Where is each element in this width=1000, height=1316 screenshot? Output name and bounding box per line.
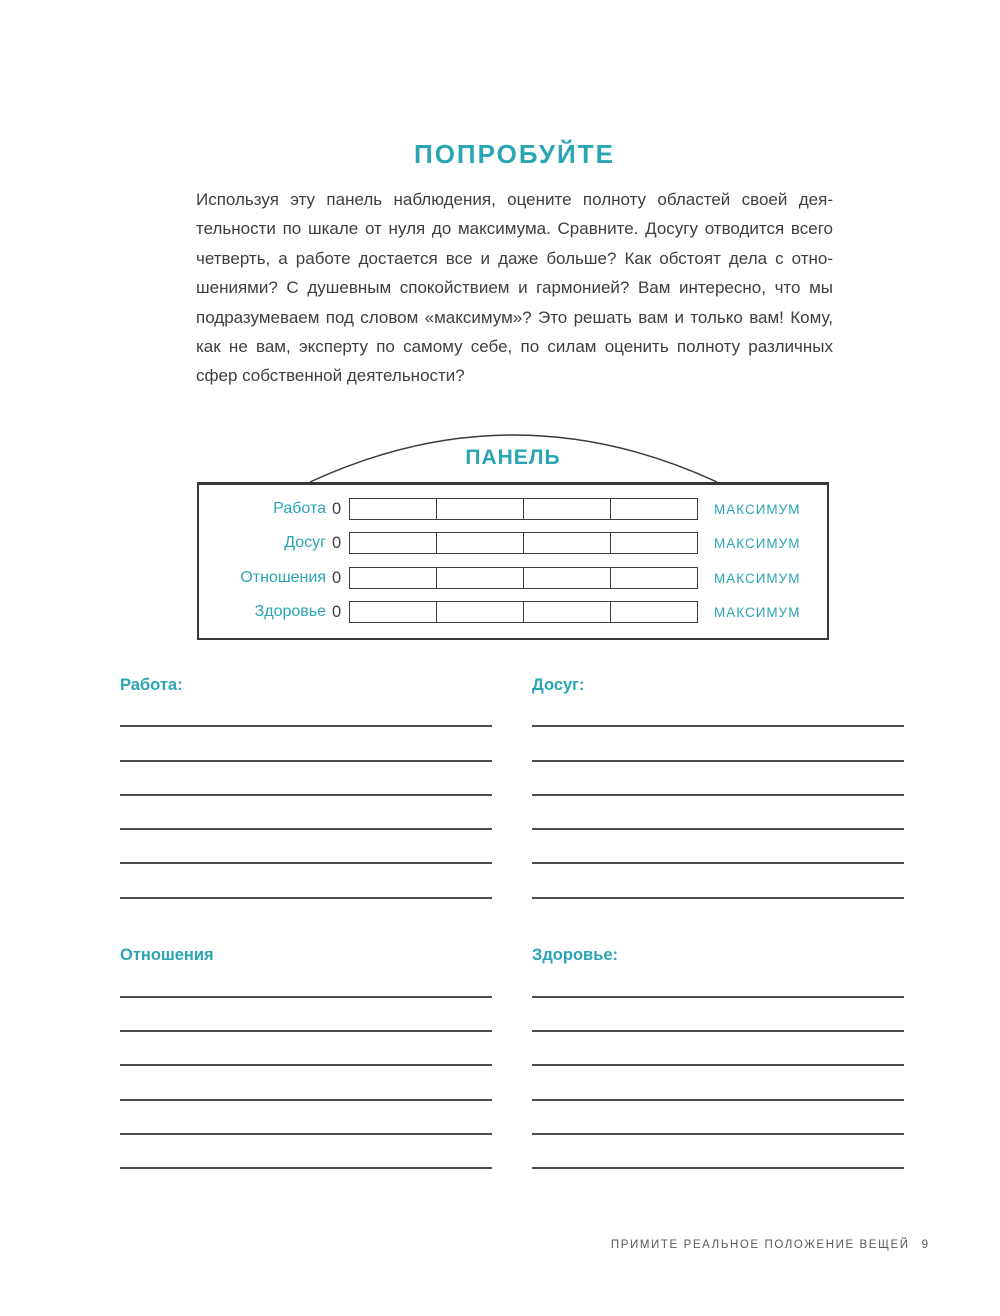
page-title: ПОПРОБУЙТЕ bbox=[414, 139, 615, 169]
panel-row-zero-value: 0 bbox=[332, 499, 342, 518]
panel-row-max-label: МАКСИМУМ bbox=[714, 501, 801, 517]
intro-line: шениями? С душевным спокойствием и гармонией? Вам интересно, что мы bbox=[196, 278, 833, 298]
panel-row-label: Досуг bbox=[284, 534, 326, 551]
blank-line bbox=[532, 796, 904, 830]
panel-row-label: Здоровье bbox=[254, 603, 326, 620]
page-footer bbox=[611, 1239, 928, 1251]
panel-row-health bbox=[199, 601, 827, 623]
blank-line bbox=[532, 1101, 904, 1135]
scale-segment bbox=[350, 568, 436, 588]
rating-scale-bar bbox=[349, 532, 698, 554]
blank-line bbox=[532, 1066, 904, 1100]
scale-segment bbox=[610, 533, 697, 553]
intro-line: сфер собственной деятельности? bbox=[196, 366, 465, 386]
scale-segment bbox=[436, 533, 523, 553]
scale-segment bbox=[610, 602, 697, 622]
section-header-health: Здоровье: bbox=[532, 946, 619, 964]
scale-segment bbox=[523, 602, 610, 622]
blank-line bbox=[532, 727, 904, 761]
panel-row-leisure bbox=[199, 532, 827, 554]
page-number: 9 bbox=[921, 1239, 928, 1251]
blank-line bbox=[532, 693, 904, 727]
blank-line bbox=[120, 727, 492, 761]
rating-scale-bar bbox=[349, 567, 698, 589]
blank-line bbox=[532, 762, 904, 796]
panel-row-max-label: МАКСИМУМ bbox=[714, 570, 801, 586]
scale-segment bbox=[523, 499, 610, 519]
section-header-work: Работа: bbox=[120, 676, 183, 694]
writing-lines-relationships bbox=[120, 964, 492, 1170]
blank-line bbox=[120, 796, 492, 830]
blank-line bbox=[120, 864, 492, 898]
intro-line: подразумеваем под словом «максимум»? Это решать вам и только вам! Кому, bbox=[196, 307, 833, 327]
scale-segment bbox=[350, 533, 436, 553]
panel-row-label: Отношения bbox=[240, 569, 326, 586]
section-header-relationships: Отношения bbox=[120, 946, 214, 964]
panel-row-zero-value: 0 bbox=[332, 602, 342, 621]
scale-segment bbox=[350, 602, 436, 622]
writing-lines-health bbox=[532, 964, 904, 1170]
intro-line: четверть, а работе достается все и даже больше? Как обстоят дела с отно- bbox=[196, 248, 833, 268]
blank-line bbox=[532, 1032, 904, 1066]
blank-line bbox=[120, 693, 492, 727]
scale-segment bbox=[610, 568, 697, 588]
intro-line: Используя эту панель наблюдения, оцените полноту областей своей дея- bbox=[196, 190, 833, 209]
blank-line bbox=[120, 762, 492, 796]
blank-line bbox=[532, 1135, 904, 1169]
blank-line bbox=[532, 998, 904, 1032]
intro-line: как не вам, эксперту по самому себе, по силам оценить полноту различных bbox=[196, 337, 833, 357]
blank-line bbox=[120, 1032, 492, 1066]
blank-line bbox=[532, 830, 904, 864]
blank-line bbox=[532, 964, 904, 998]
blank-line bbox=[120, 964, 492, 998]
panel-title: ПАНЕЛЬ bbox=[465, 446, 561, 469]
panel-row-max-label: МАКСИМУМ bbox=[714, 604, 801, 620]
blank-line bbox=[532, 864, 904, 898]
panel-row-label: Работа bbox=[273, 500, 326, 517]
running-header-text: ПРИМИТЕ РЕАЛЬНОЕ ПОЛОЖЕНИЕ ВЕЩЕЙ bbox=[610, 1239, 910, 1251]
panel-row-zero-value: 0 bbox=[332, 568, 342, 587]
observation-panel bbox=[197, 482, 829, 640]
panel-row-max-label: МАКСИМУМ bbox=[714, 535, 801, 551]
scale-segment bbox=[610, 499, 697, 519]
intro-paragraph bbox=[196, 185, 833, 391]
blank-line bbox=[120, 1101, 492, 1135]
section-header-leisure: Досуг: bbox=[532, 676, 585, 694]
rating-scale-bar bbox=[349, 498, 698, 520]
panel-row-zero-value: 0 bbox=[332, 533, 342, 552]
blank-line bbox=[120, 998, 492, 1032]
scale-segment bbox=[523, 568, 610, 588]
writing-lines-work bbox=[120, 693, 492, 899]
blank-line bbox=[120, 1066, 492, 1100]
rating-scale-bar bbox=[349, 601, 698, 623]
panel-row-work bbox=[199, 498, 827, 520]
intro-line: тельности по шкале от нуля до максимума. Сравните. Досугу отводится всего bbox=[196, 219, 833, 239]
scale-segment bbox=[436, 499, 523, 519]
scale-segment bbox=[436, 568, 523, 588]
scale-segment bbox=[350, 499, 436, 519]
blank-line bbox=[120, 830, 492, 864]
scale-segment bbox=[436, 602, 523, 622]
panel-row-relationships bbox=[199, 567, 827, 589]
blank-line bbox=[120, 1135, 492, 1169]
scale-segment bbox=[523, 533, 610, 553]
writing-lines-leisure bbox=[532, 693, 904, 899]
